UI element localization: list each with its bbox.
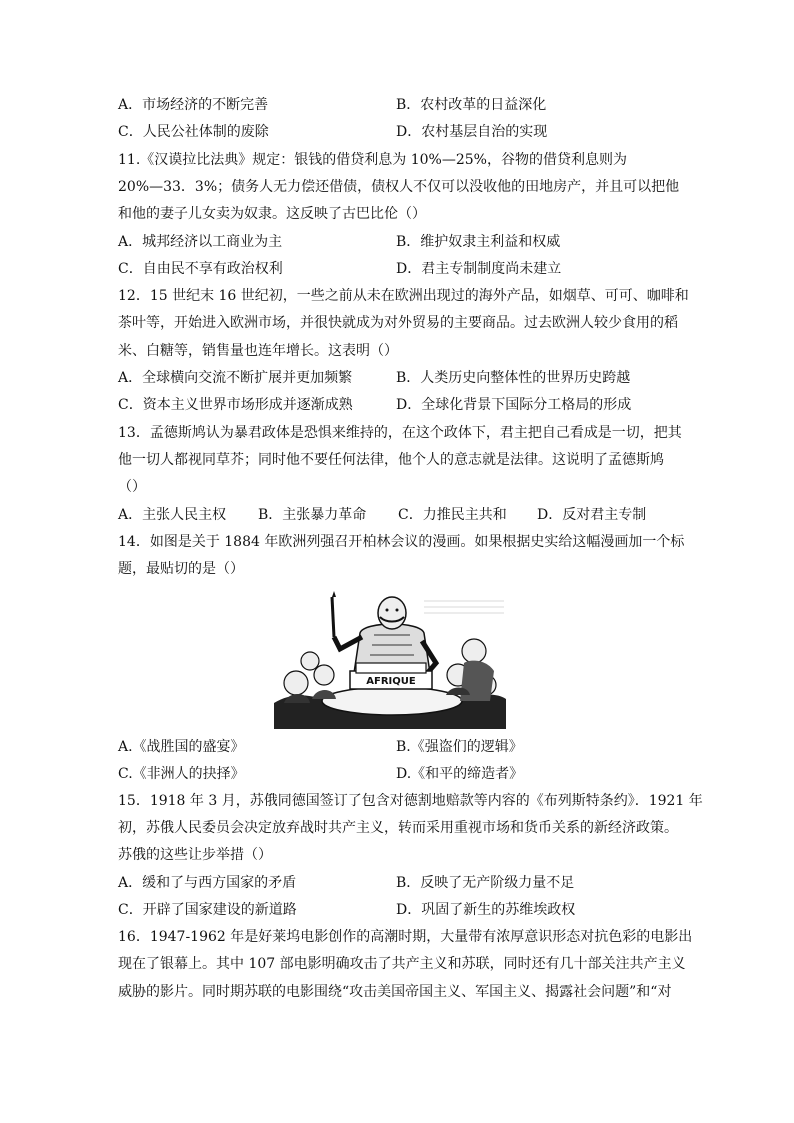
q11-option-c: C．自由民不享有政治权利 (118, 261, 283, 277)
q15-stem-line1: 15．1918 年 3 月，苏俄同德国签订了包含对德割地赔款等内容的《布列斯特条约》．1921 年 (118, 793, 703, 809)
q14-option-d: D.《和平的缔造者》 (396, 766, 524, 782)
q10-option-a: A．市场经济的不断完善 (118, 97, 269, 113)
q12-stem-line1: 12．15 世纪末 16 世纪初，一些之前从未在欧洲出现过的海外产品，如烟草、可可、咖啡和 (118, 288, 689, 304)
q12-option-c: C．资本主义世界市场形成并逐渐成熟 (118, 397, 353, 413)
cake-label: AFRIQUE (366, 676, 416, 687)
q11-stem-line1: 11.《汉谟拉比法典》规定：银钱的借贷利息为 10%—25%，谷物的借贷利息则为 (118, 152, 627, 168)
q12-stem-line3: 米、白糖等，销售量也连年增长。这表明（） (118, 343, 398, 359)
q12-option-a: A．全球横向交流不断扩展并更加频繁 (118, 370, 353, 386)
q13-stem-line2: 他一切人都视同草芥；同时他不要任何法律，他个人的意志就是法律。这说明了孟德斯鸠 (118, 452, 664, 468)
q14-stem-line2: 题，最贴切的是（） (118, 561, 244, 577)
q14-option-c: C.《非洲人的抉择》 (118, 766, 245, 782)
q12-option-b: B．人类历史向整体性的世界历史跨越 (396, 370, 631, 386)
q11-option-b: B．维护奴隶主利益和权威 (396, 234, 561, 250)
q11-stem-line3: 和他的妻子儿女卖为奴隶。这反映了古巴比伦（） (118, 206, 426, 222)
q11-option-a: A．城邦经济以工商业为主 (118, 234, 283, 250)
q15-option-b: B．反映了无产阶级力量不足 (396, 875, 575, 891)
q10-option-c: C．人民公社体制的废除 (118, 124, 269, 140)
q13-option-a: A．主张人民主权 (118, 507, 227, 523)
q15-option-c: C．开辟了国家建设的新道路 (118, 902, 297, 918)
q11-option-d: D．君主专制制度尚未建立 (396, 261, 562, 277)
q13-option-c: C．力推民主共和 (398, 507, 507, 523)
q12-option-d: D．全球化背景下国际分工格局的形成 (396, 397, 632, 413)
q13-option-b: B．主张暴力革命 (258, 507, 367, 523)
q12-stem-line2: 茶叶等，开始进入欧洲市场，并很快就成为对外贸易的主要商品。过去欧洲人较少食用的稻 (118, 315, 678, 331)
q16-stem-line1: 16．1947-1962 年是好莱坞电影创作的高潮时期，大量带有浓厚意识形态对抗色彩的电影出 (118, 929, 693, 945)
q15-stem-line3: 苏俄的这些让步举措（） (118, 847, 272, 863)
q14-stem-line1: 14．如图是关于 1884 年欧洲列强召开柏林会议的漫画。如果根据史实给这幅漫画加一个标 (118, 534, 685, 550)
q16-stem-line2: 现在了银幕上。其中 107 部电影明确攻击了共产主义和苏联，同时还有几十部关注共产主义 (118, 956, 686, 972)
q14-option-b: B.《强盗们的逻辑》 (396, 739, 523, 755)
q10-option-b: B．农村改革的日益深化 (396, 97, 547, 113)
berlin-conference-cartoon (274, 591, 506, 729)
q15-option-d: D．巩固了新生的苏维埃政权 (396, 902, 576, 918)
q14-option-a: A.《战胜国的盛宴》 (118, 739, 245, 755)
q15-stem-line2: 初，苏俄人民委员会决定放弃战时共产主义，转而采用重视市场和货币关系的新经济政策。 (118, 820, 678, 836)
q13-option-d: D．反对君主专制 (537, 507, 647, 523)
q13-stem-line3: （） (118, 479, 146, 495)
q15-option-a: A．缓和了与西方国家的矛盾 (118, 875, 297, 891)
q16-stem-line3: 威胁的影片。同时期苏联的电影围绕“攻击美国帝国主义、军国主义、揭露社会问题”和“对 (118, 984, 672, 1000)
q13-stem-line1: 13．孟德斯鸠认为暴君政体是恐惧来维持的，在这个政体下，君主把自己看成是一切，把其 (118, 425, 682, 441)
q10-option-d: D．农村基层自治的实现 (396, 124, 548, 140)
q11-stem-line2: 20%—33．3%；债务人无力偿还借债，债权人不仅可以没收他的田地房产，并且可以把他 (118, 179, 680, 195)
